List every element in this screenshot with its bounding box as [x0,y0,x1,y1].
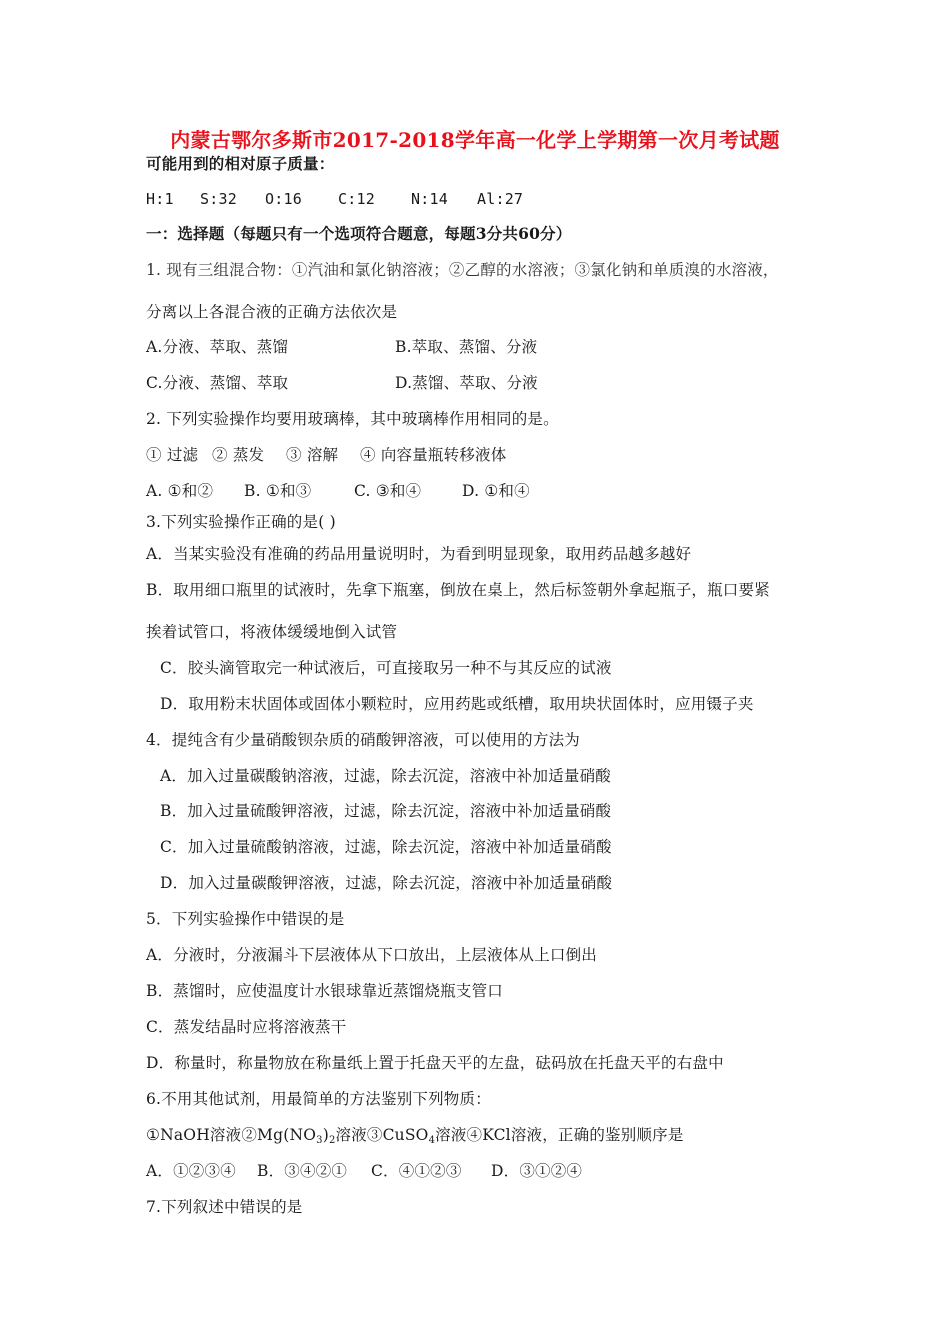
q6-items: ①NaOH溶液$②Mg(NO_3)_2$溶液③CuSO$_4$溶液④KCl溶液，正确的鉴别顺序是 [146,1126,684,1146]
q2-option-c: C. ③和④ [354,482,422,500]
q3-option-a: A．当某实验没有准确的药品用量说明时，为看到明显现象，取用药品越多越好 [146,545,692,563]
q1-option-a: A.分液、萃取、蒸馏 [146,338,289,356]
q5-option-b: B．蒸馏时，应使温度计水银球靠近蒸馏烧瓶支管口 [146,982,503,1000]
q4-option-d: D．加入过量碳酸钾溶液，过滤，除去沉淀，溶液中补加适量硝酸 [160,874,613,892]
q6-option-a: A．①②③④ [146,1162,236,1180]
q3-stem: 3.下列实验操作正确的是( ) [146,513,336,531]
q6-option-d: D．③①②④ [491,1162,583,1180]
q3-option-c: C．胶头滴管取完一种试液后，可直接取另一种不与其反应的试液 [160,659,612,677]
section1-heading: 一：选择题（每题只有一个选项符合题意，每题3分共60分） [146,224,572,243]
q2-option-a: A. ①和② [146,482,214,500]
q4-option-a: A．加入过量碳酸钠溶液，过滤，除去沉淀，溶液中补加适量硝酸 [160,767,611,785]
q6-stem: 6.不用其他试剂，用最简单的方法鉴别下列物质： [146,1090,491,1108]
q5-option-c: C．蒸发结晶时应将溶液蒸干 [146,1018,347,1036]
q7-stem: 7.下列叙述中错误的是 [146,1198,303,1216]
atomic-mass-c: C:12 [338,190,375,208]
q5-stem: 5．下列实验操作中错误的是 [146,910,345,928]
q5-option-d: D．称量时，称量物放在称量纸上置于托盘天平的左盘，砝码放在托盘天平的右盘中 [146,1054,724,1072]
q4-option-c: C．加入过量硫酸钠溶液，过滤，除去沉淀，溶液中补加适量硝酸 [160,838,612,856]
q2-option-b: B. ①和③ [244,482,312,500]
q4-stem: 4．提纯含有少量硝酸钡杂质的硝酸钾溶液，可以使用的方法为 [146,731,580,749]
q5-option-a: A．分液时，分液漏斗下层液体从下口放出，上层液体从上口倒出 [146,946,597,964]
q2-item-2: ② 蒸发 [212,446,265,464]
q4-option-b: B．加入过量硫酸钾溶液，过滤，除去沉淀，溶液中补加适量硝酸 [160,802,612,820]
q1-stem-line2: 分离以上各混合液的正确方法依次是 [146,303,398,321]
q2-stem: 2. 下列实验操作均要用玻璃棒，其中玻璃棒作用相同的是。 [146,410,559,428]
atomic-mass-s: S:32 [200,190,237,208]
q2-item-3: ③ 溶解 [286,446,339,464]
q2-option-d: D. ①和④ [462,482,530,500]
q3-option-d: D．取用粉末状固体或固体小颗粒时，应用药匙或纸槽，取用块状固体时，应用镊子夹 [160,695,754,713]
atomic-mass-h: H:1 [146,190,174,208]
q6-option-b: B．③④②① [257,1162,348,1180]
q1-option-d: D.蒸馏、萃取、分液 [395,374,538,392]
q3-option-b-line1: B．取用细口瓶里的试液时，先拿下瓶塞，倒放在桌上，然后标签朝外拿起瓶子，瓶口要紧 [146,581,770,599]
q1-option-b: B.萃取、蒸馏、分液 [395,338,538,356]
q1-stem-line1: 1. 现有三组混合物：①汽油和氯化钠溶液；②乙醇的水溶液；③氯化钠和单质溴的水溶液， [146,261,779,279]
atomic-mass-n: N:14 [411,190,448,208]
q1-option-c: C.分液、蒸馏、萃取 [146,374,289,392]
q2-item-4: ④ 向容量瓶转移液体 [360,446,507,464]
atomic-mass-al: Al:27 [477,190,524,208]
q2-item-1: ① 过滤 [146,446,199,464]
q3-option-b-line2: 挨着试管口，将液体缓缓地倒入试管 [146,623,398,641]
q6-option-c: C．④①②③ [371,1162,462,1180]
atomic-mass-o: O:16 [265,190,302,208]
atomic-mass-heading: 可能用到的相对原子质量： [146,154,335,173]
exam-title: 内蒙古鄂尔多斯市2017-2018学年高一化学上学期第一次月考试题 [170,128,780,152]
